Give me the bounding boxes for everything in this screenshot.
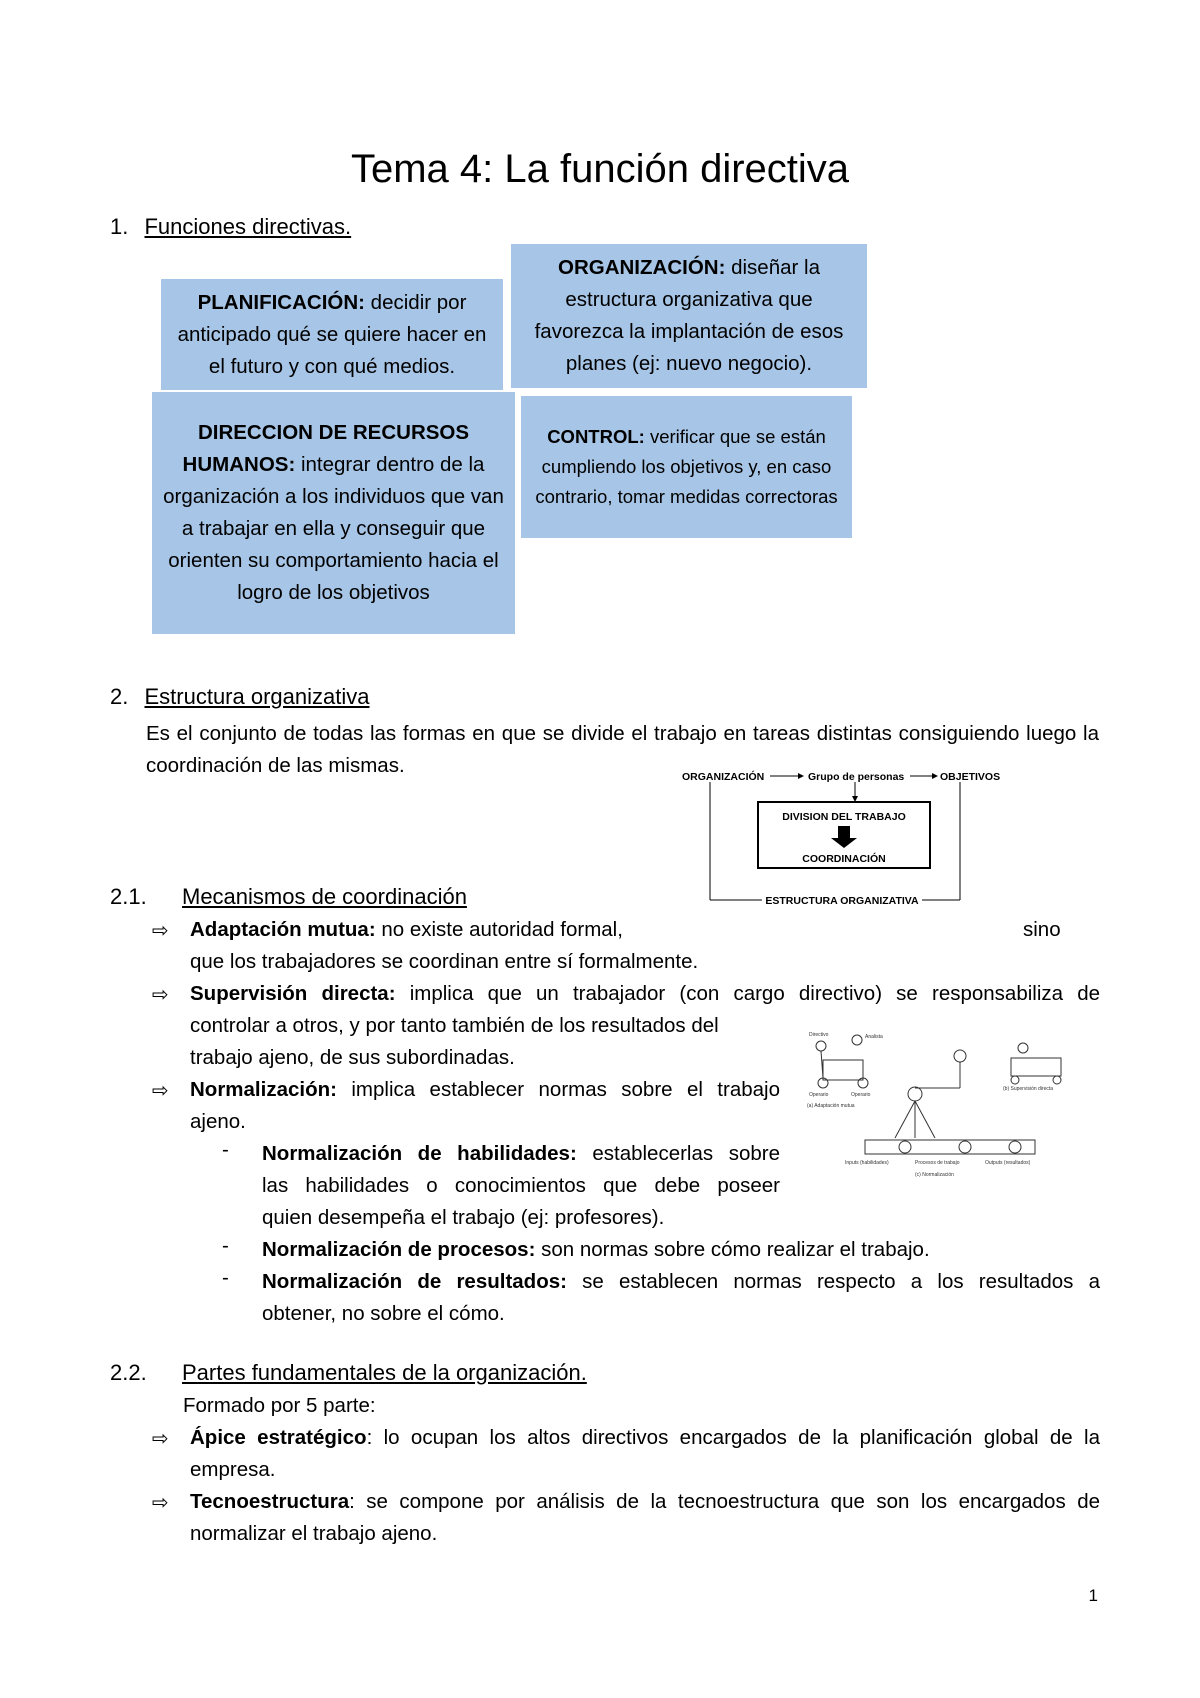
box-label: CONTROL:: [547, 426, 645, 447]
item-tail: sino: [1023, 918, 1061, 941]
diagram-label: Operario: [809, 1092, 829, 1098]
edge: [915, 1101, 935, 1138]
sub-label: Normalización de habilidades:: [262, 1142, 577, 1165]
section-number: 2.: [110, 684, 129, 709]
box-text: verificar que se están cumpliendo los objetivos y, en caso contrario, tomar medidas correctoras: [535, 426, 838, 507]
page-title: Tema 4: La función directiva: [350, 147, 850, 191]
item-text: no existe autoridad formal,: [375, 918, 623, 941]
section-2-paragraph: Es el conjunto de todas las formas en que se divide el trabajo en tareas distintas consiguiendo luego la coordinación de las mismas.: [146, 722, 1099, 777]
sub-text: se establecen normas respecto a los resultados a: [566, 1270, 1100, 1293]
diagram-caption: (b) Supervisión directa: [1003, 1086, 1054, 1092]
item-text: implica que un trabajador (con cargo directivo) se responsabiliza de: [395, 982, 1100, 1005]
arrow-bullet-icon: ⇨: [152, 1492, 169, 1514]
item-line: normalizar el trabajo ajeno.: [190, 1522, 438, 1545]
mechanism-item: [190, 1074, 780, 1138]
section-2-heading: [110, 684, 369, 710]
arrow-head: [932, 773, 938, 779]
item-line: ajeno.: [190, 1110, 246, 1133]
item-label: Adaptación mutua:: [190, 918, 376, 941]
diagram-caption: (a) Adaptación mutua: [807, 1103, 855, 1109]
diagram-obj-label: OBJETIVOS: [940, 771, 1001, 783]
box-text: diseñar la estructura organizativa que favorezca la implantación de esos planes (ej: nuevo negocio).: [534, 256, 844, 375]
sub-label: Normalización de procesos:: [262, 1238, 536, 1261]
node: [852, 1035, 862, 1045]
box-text: decidir por anticipado qué se quiere hacer en el futuro y con qué medios.: [177, 290, 487, 378]
box-planificacion: [161, 279, 503, 390]
sub-label: Normalización de resultados:: [262, 1270, 567, 1293]
node: [1009, 1141, 1021, 1153]
section-number: 1.: [110, 214, 129, 239]
box-label: DIRECCION DE RECURSOS HUMANOS:: [182, 421, 470, 476]
arrow-bullet-icon: ⇨: [152, 984, 169, 1006]
diagram-caption: Procesos de trabajo: [915, 1160, 960, 1166]
item-text: implica establecer normas sobre el trabajo: [336, 1078, 780, 1101]
dash-bullet: -: [222, 1266, 229, 1289]
diagram-div-label: DIVISION DEL TRABAJO: [782, 811, 906, 823]
node: [959, 1141, 971, 1153]
part-item: [190, 1486, 1100, 1550]
node: [908, 1087, 922, 1101]
arrow-bullet-icon: ⇨: [152, 1428, 169, 1450]
section-2-1-heading: [110, 884, 467, 910]
sub-item: [262, 1234, 1102, 1266]
item-line: empresa.: [190, 1458, 276, 1481]
item-line: que los trabajadores se coordinan entre sí formalmente.: [190, 950, 699, 973]
node: [1018, 1043, 1028, 1053]
diagram-estr-label: ESTRUCTURA ORGANIZATIVA: [765, 895, 919, 907]
dash-bullet: -: [222, 1138, 229, 1161]
item-label: Normalización:: [190, 1078, 337, 1101]
node: [899, 1141, 911, 1153]
sub-item: [262, 1266, 1100, 1330]
box-recursos-humanos: [152, 392, 515, 634]
sub-item: [262, 1138, 780, 1234]
sub-text: establecerlas sobre: [576, 1142, 780, 1165]
page-number: 1: [1088, 1586, 1098, 1605]
box-organizacion: [511, 244, 867, 388]
mechanism-item: [190, 914, 1100, 978]
dash-bullet: -: [222, 1234, 229, 1257]
section-2-2-heading: [110, 1360, 587, 1386]
item-line: controlar a otros, y por tanto también de los resultados del: [190, 1014, 719, 1037]
section-title: Partes fundamentales de la organización.: [182, 1360, 587, 1385]
edge: [895, 1101, 915, 1138]
node: [816, 1041, 826, 1051]
section-number: 2.2.: [110, 1360, 147, 1385]
sub-line: las habilidades o conocimientos que debe poseer: [262, 1174, 780, 1197]
section-title: Funciones directivas.: [144, 214, 352, 239]
arrow-head: [798, 773, 804, 779]
item-label: Tecnoestructura: [190, 1490, 350, 1513]
part-item: [190, 1422, 1100, 1486]
diagram-coord-label: COORDINACIÓN: [802, 853, 886, 865]
section-1-heading: [110, 214, 351, 240]
node-box: [1011, 1058, 1061, 1076]
diagram-label: Directivo: [809, 1032, 829, 1038]
item-label: Ápice estratégico: [190, 1426, 367, 1449]
diagram-caption: Inputs (habilidades): [845, 1160, 889, 1166]
coordination-diagram: [805, 1028, 1075, 1178]
diagram-caption: (c) Normalización: [915, 1172, 954, 1178]
structure-diagram: [670, 762, 1010, 912]
node: [1011, 1076, 1019, 1084]
sub-text: son normas sobre cómo realizar el trabajo.: [535, 1238, 930, 1261]
sub-line: quien desempeña el trabajo (ej: profesores).: [262, 1206, 665, 1229]
item-label: Supervisión directa:: [190, 982, 396, 1005]
node: [954, 1050, 966, 1062]
section-title: Mecanismos de coordinación: [182, 884, 467, 909]
diagram-label: Operario: [851, 1092, 871, 1098]
section-number: 2.1.: [110, 884, 147, 909]
arrow-bullet-icon: ⇨: [152, 1080, 169, 1102]
box-text: integrar dentro de la organización a los individuos que van a trabajar en ella y conseguir que orienten su comportamiento hacia el logro de los objetivos: [163, 453, 504, 604]
box-label: ORGANIZACIÓN:: [558, 256, 726, 279]
item-text: : se compone por análisis de la tecnoestructura que son los encargados de: [349, 1490, 1100, 1513]
diagram-caption: Outputs (resultados): [985, 1160, 1031, 1166]
diagram-org-label: ORGANIZACIÓN: [682, 771, 765, 783]
section-2-2-intro: Formado por 5 parte:: [183, 1394, 376, 1417]
node-box: [823, 1060, 863, 1080]
down-arrow-shaft: [838, 826, 850, 838]
item-line: trabajo ajeno, de sus subordinadas.: [190, 1046, 515, 1069]
arrow-bullet-icon: ⇨: [152, 920, 169, 942]
item-text: : lo ocupan los altos directivos encargados de la planificación global de la: [366, 1426, 1100, 1449]
diagram-label: Analista: [865, 1034, 883, 1040]
node: [1053, 1076, 1061, 1084]
diagram-grupo-label: Grupo de personas: [808, 771, 905, 783]
section-title: Estructura organizativa: [144, 684, 370, 709]
box-label: PLANIFICACIÓN:: [197, 290, 365, 314]
box-control: [521, 396, 852, 538]
sub-line: obtener, no sobre el cómo.: [262, 1302, 505, 1325]
